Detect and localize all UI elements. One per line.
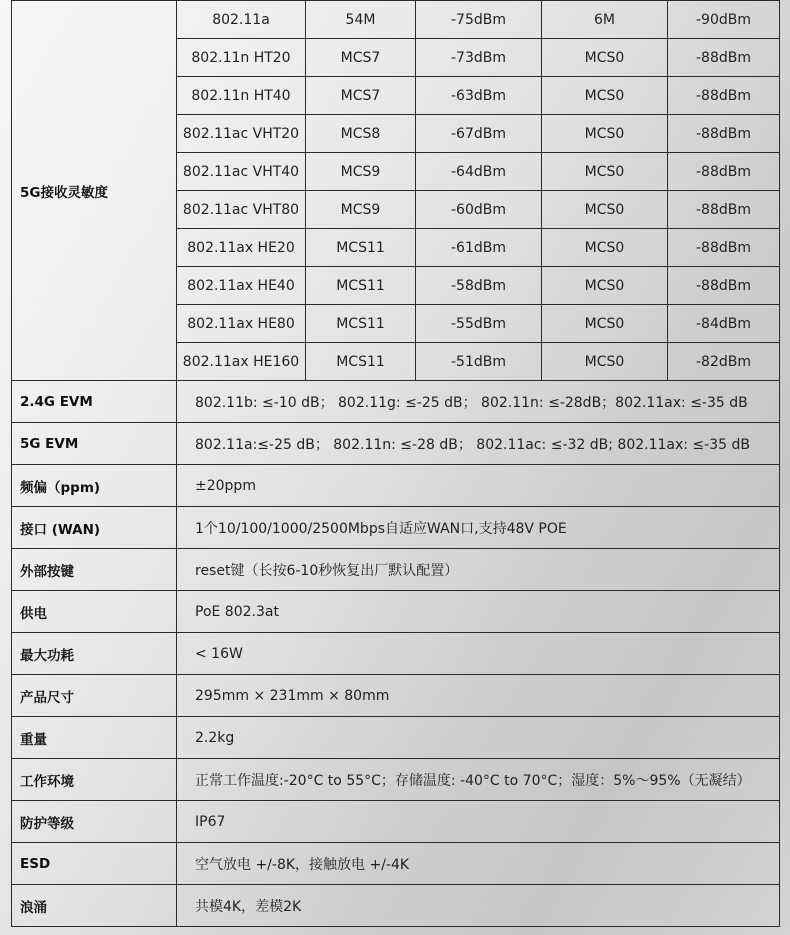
- table-cell: MCS8: [306, 115, 416, 153]
- spec-table: [11, 0, 780, 927]
- spec-label: ESD: [12, 843, 177, 885]
- spec-value: 1个10/100/1000/2500Mbps自适应WAN口,支持48V POE: [177, 507, 780, 549]
- spec-value: IP67: [177, 801, 780, 843]
- table-cell: MCS11: [306, 229, 416, 267]
- table-cell: -88dBm: [668, 39, 780, 77]
- table-cell: -90dBm: [668, 1, 780, 39]
- table-cell: -63dBm: [416, 77, 542, 115]
- spec-value: ±20ppm: [177, 465, 780, 507]
- spec-row-environment: [12, 759, 780, 801]
- table-cell: -51dBm: [416, 343, 542, 381]
- table-cell: 802.11n HT40: [177, 77, 306, 115]
- table-cell: 802.11ax HE80: [177, 305, 306, 343]
- table-cell: MCS0: [542, 229, 668, 267]
- table-cell: -84dBm: [668, 305, 780, 343]
- table-cell: -88dBm: [668, 191, 780, 229]
- spec-row-dimensions: [12, 675, 780, 717]
- spec-value: 802.11a:≤-25 dB； 802.11n: ≤-28 dB； 802.11ac: ≤-32 dB; 802.11ax: ≤-35 dB: [177, 423, 780, 465]
- table-row: [12, 1, 780, 39]
- table-cell: -88dBm: [668, 153, 780, 191]
- table-cell: MCS0: [542, 115, 668, 153]
- spec-row-protection-rating: [12, 801, 780, 843]
- table-cell: 802.11ax HE160: [177, 343, 306, 381]
- table-cell: MCS11: [306, 343, 416, 381]
- spec-row-external-button: [12, 549, 780, 591]
- spec-label: 接口 (WAN): [12, 507, 177, 549]
- spec-label: 产品尺寸: [12, 675, 177, 717]
- spec-row-max-power: [12, 633, 780, 675]
- table-cell: MCS0: [542, 77, 668, 115]
- spec-row-surge: [12, 885, 780, 927]
- spec-label: 浪涌: [12, 885, 177, 927]
- table-cell: MCS0: [542, 343, 668, 381]
- spec-label: 最大功耗: [12, 633, 177, 675]
- spec-table-body: [12, 1, 780, 927]
- spec-value: 正常工作温度:-20°C to 55°C；存储温度: -40°C to 70°C；湿度：5%～95%（无凝结）: [177, 759, 780, 801]
- spec-label: 工作环境: [12, 759, 177, 801]
- spec-value: 共模4K，差模2K: [177, 885, 780, 927]
- table-cell: 802.11ax HE40: [177, 267, 306, 305]
- table-cell: MCS0: [542, 267, 668, 305]
- table-cell: -58dBm: [416, 267, 542, 305]
- table-cell: MCS7: [306, 39, 416, 77]
- table-cell: 802.11ac VHT40: [177, 153, 306, 191]
- table-cell: -88dBm: [668, 77, 780, 115]
- table-cell: MCS0: [542, 305, 668, 343]
- spec-label: 2.4G EVM: [12, 381, 177, 423]
- table-cell: -67dBm: [416, 115, 542, 153]
- table-cell: MCS0: [542, 153, 668, 191]
- table-cell: -82dBm: [668, 343, 780, 381]
- spec-label: 防护等级: [12, 801, 177, 843]
- table-cell: 802.11ax HE20: [177, 229, 306, 267]
- table-cell: MCS0: [542, 191, 668, 229]
- table-cell: -75dBm: [416, 1, 542, 39]
- spec-value: 295mm × 231mm × 80mm: [177, 675, 780, 717]
- table-cell: MCS9: [306, 191, 416, 229]
- table-cell: -61dBm: [416, 229, 542, 267]
- table-cell: -55dBm: [416, 305, 542, 343]
- row-label-5g-sensitivity: 5G接收灵敏度: [12, 1, 177, 381]
- table-cell: 802.11ac VHT20: [177, 115, 306, 153]
- table-cell: 802.11n HT20: [177, 39, 306, 77]
- table-cell: 802.11a: [177, 1, 306, 39]
- spec-row-5g-evm: [12, 423, 780, 465]
- table-cell: -73dBm: [416, 39, 542, 77]
- spec-value: 空气放电 +/-8K，接触放电 +/-4K: [177, 843, 780, 885]
- spec-value: PoE 802.3at: [177, 591, 780, 633]
- table-cell: 54M: [306, 1, 416, 39]
- table-cell: 802.11ac VHT80: [177, 191, 306, 229]
- table-cell: -88dBm: [668, 267, 780, 305]
- table-cell: -64dBm: [416, 153, 542, 191]
- table-cell: MCS11: [306, 305, 416, 343]
- table-cell: -60dBm: [416, 191, 542, 229]
- table-cell: 6M: [542, 1, 668, 39]
- table-cell: MCS9: [306, 153, 416, 191]
- spec-row-freq-offset: [12, 465, 780, 507]
- spec-value: 2.2kg: [177, 717, 780, 759]
- spec-value: < 16W: [177, 633, 780, 675]
- table-cell: MCS11: [306, 267, 416, 305]
- spec-row-2g-evm: [12, 381, 780, 423]
- spec-label: 外部按键: [12, 549, 177, 591]
- spec-label: 重量: [12, 717, 177, 759]
- spec-label: 频偏（ppm): [12, 465, 177, 507]
- table-cell: -88dBm: [668, 115, 780, 153]
- table-cell: MCS0: [542, 39, 668, 77]
- spec-row-power-supply: [12, 591, 780, 633]
- table-cell: -88dBm: [668, 229, 780, 267]
- table-cell: MCS7: [306, 77, 416, 115]
- spec-label: 供电: [12, 591, 177, 633]
- spec-value: 802.11b: ≤-10 dB； 802.11g: ≤-25 dB； 802.11n: ≤-28dB；802.11ax: ≤-35 dB: [177, 381, 780, 423]
- spec-label: 5G EVM: [12, 423, 177, 465]
- spec-row-wan-port: [12, 507, 780, 549]
- spec-row-weight: [12, 717, 780, 759]
- spec-value: reset键（长按6-10秒恢复出厂默认配置）: [177, 549, 780, 591]
- spec-row-esd: [12, 843, 780, 885]
